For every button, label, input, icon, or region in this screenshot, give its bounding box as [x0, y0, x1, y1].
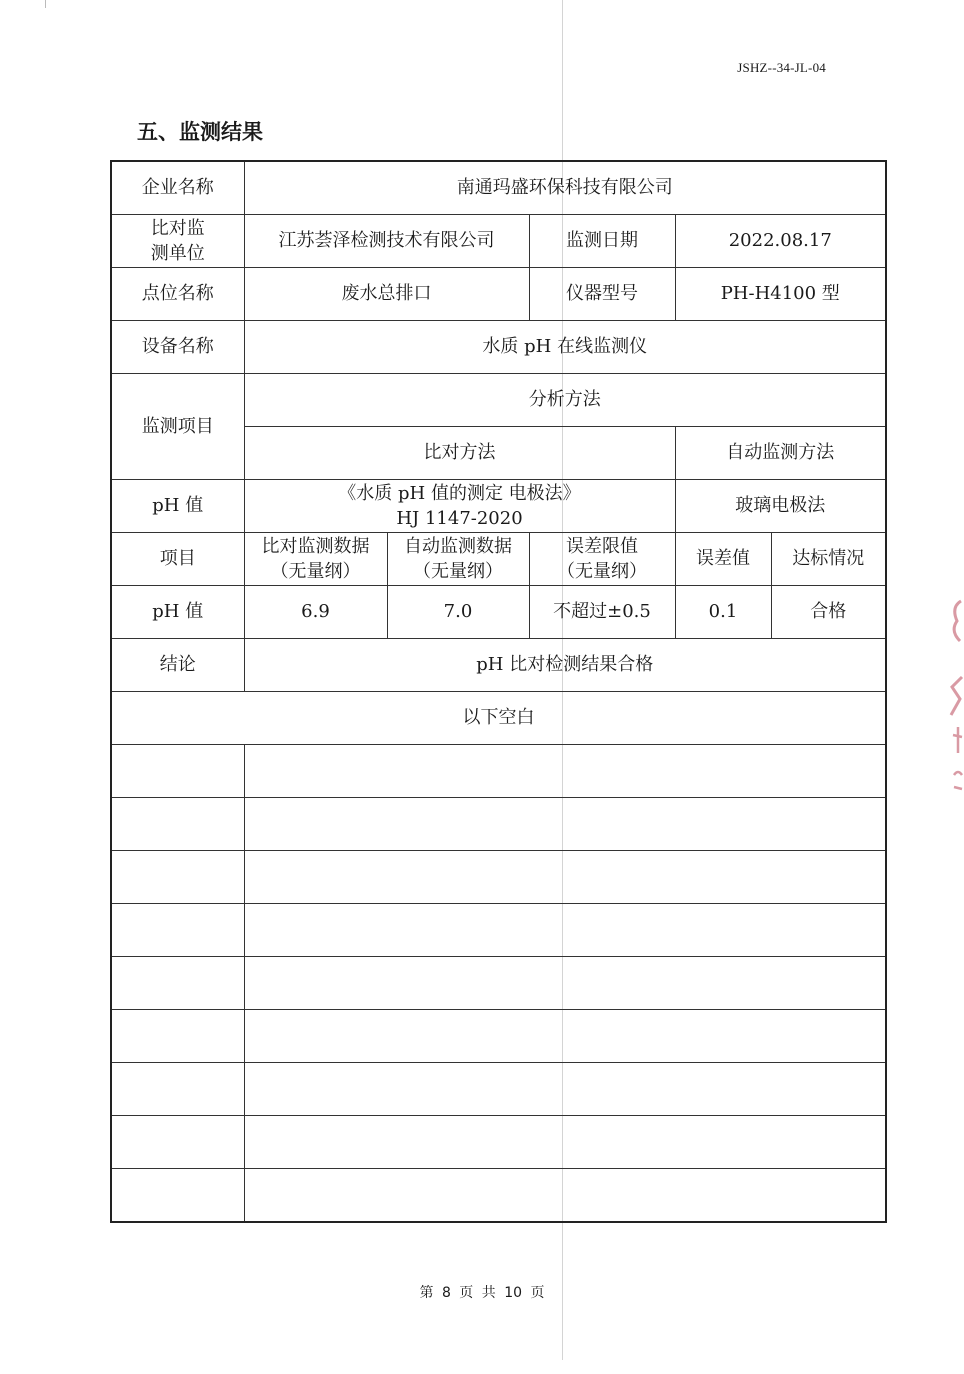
- table-row: [111, 374, 886, 427]
- conclusion-value: pH 比对检测结果合格: [244, 639, 886, 692]
- table-row: [111, 321, 886, 374]
- date-label: 监测日期: [529, 215, 675, 268]
- row-ph-label: pH 值: [111, 586, 244, 639]
- monitoring-unit-label: 比对监 测单位: [111, 215, 244, 268]
- blank-row: [111, 1063, 886, 1116]
- scan-edge-mark: [45, 0, 46, 8]
- col-error-limit-header: 误差限值 （无量纲）: [529, 533, 675, 586]
- col-item-header: 项目: [111, 533, 244, 586]
- blank-row: [111, 745, 886, 798]
- conclusion-label: 结论: [111, 639, 244, 692]
- col-compare-data-header: 比对监测数据 （无量纲）: [244, 533, 387, 586]
- blank-row: [111, 904, 886, 957]
- document-code: JSHZ--34-JL-04: [737, 60, 826, 75]
- company-label: 企业名称: [111, 161, 244, 215]
- page-footer: 第 8 页 共 10 页: [419, 1285, 545, 1301]
- auto-method-value: 玻璃电极法: [675, 480, 886, 533]
- table-row: [111, 586, 886, 639]
- table-row: [111, 692, 886, 745]
- device-label: 设备名称: [111, 321, 244, 374]
- table-row: [111, 161, 886, 215]
- blank-note: 以下空白: [111, 692, 886, 745]
- auto-method-header: 自动监测方法: [675, 427, 886, 480]
- point-value: 废水总排口: [244, 268, 529, 321]
- blank-row: [111, 798, 886, 851]
- company-value: 南通玛盛环保科技有限公司: [244, 161, 886, 215]
- table-row: [111, 480, 886, 533]
- error-limit-value: 不超过±0.5: [529, 586, 675, 639]
- compare-method-value: 《水质 pH 值的测定 电极法》 HJ 1147-2020: [244, 480, 675, 533]
- monitoring-unit-value: 江苏荟泽检测技术有限公司: [244, 215, 529, 268]
- auto-data-value: 7.0: [387, 586, 529, 639]
- blank-row: [111, 1116, 886, 1169]
- status-value: 合格: [771, 586, 886, 639]
- device-value: 水质 pH 在线监测仪: [244, 321, 886, 374]
- ph-label: pH 值: [111, 480, 244, 533]
- col-status-header: 达标情况: [771, 533, 886, 586]
- table-row: [111, 533, 886, 586]
- compare-method-header: 比对方法: [244, 427, 675, 480]
- analysis-method-header: 分析方法: [244, 374, 886, 427]
- section-title: 五、监测结果: [137, 120, 263, 144]
- table-row: [111, 639, 886, 692]
- model-value: PH-H4100 型: [675, 268, 886, 321]
- compare-data-value: 6.9: [244, 586, 387, 639]
- blank-row: [111, 957, 886, 1010]
- table-row: [111, 215, 886, 268]
- error-value: 0.1: [675, 586, 771, 639]
- blank-row: [111, 851, 886, 904]
- monitoring-item-label: 监测项目: [111, 374, 244, 480]
- col-error-header: 误差值: [675, 533, 771, 586]
- monitoring-results-table: [110, 160, 887, 1223]
- col-auto-data-header: 自动监测数据 （无量纲）: [387, 533, 529, 586]
- blank-row: [111, 1010, 886, 1063]
- table-row: [111, 268, 886, 321]
- model-label: 仪器型号: [529, 268, 675, 321]
- blank-row: [111, 1169, 886, 1223]
- point-label: 点位名称: [111, 268, 244, 321]
- date-value: 2022.08.17: [675, 215, 886, 268]
- seal-stamp-edge: [948, 595, 964, 800]
